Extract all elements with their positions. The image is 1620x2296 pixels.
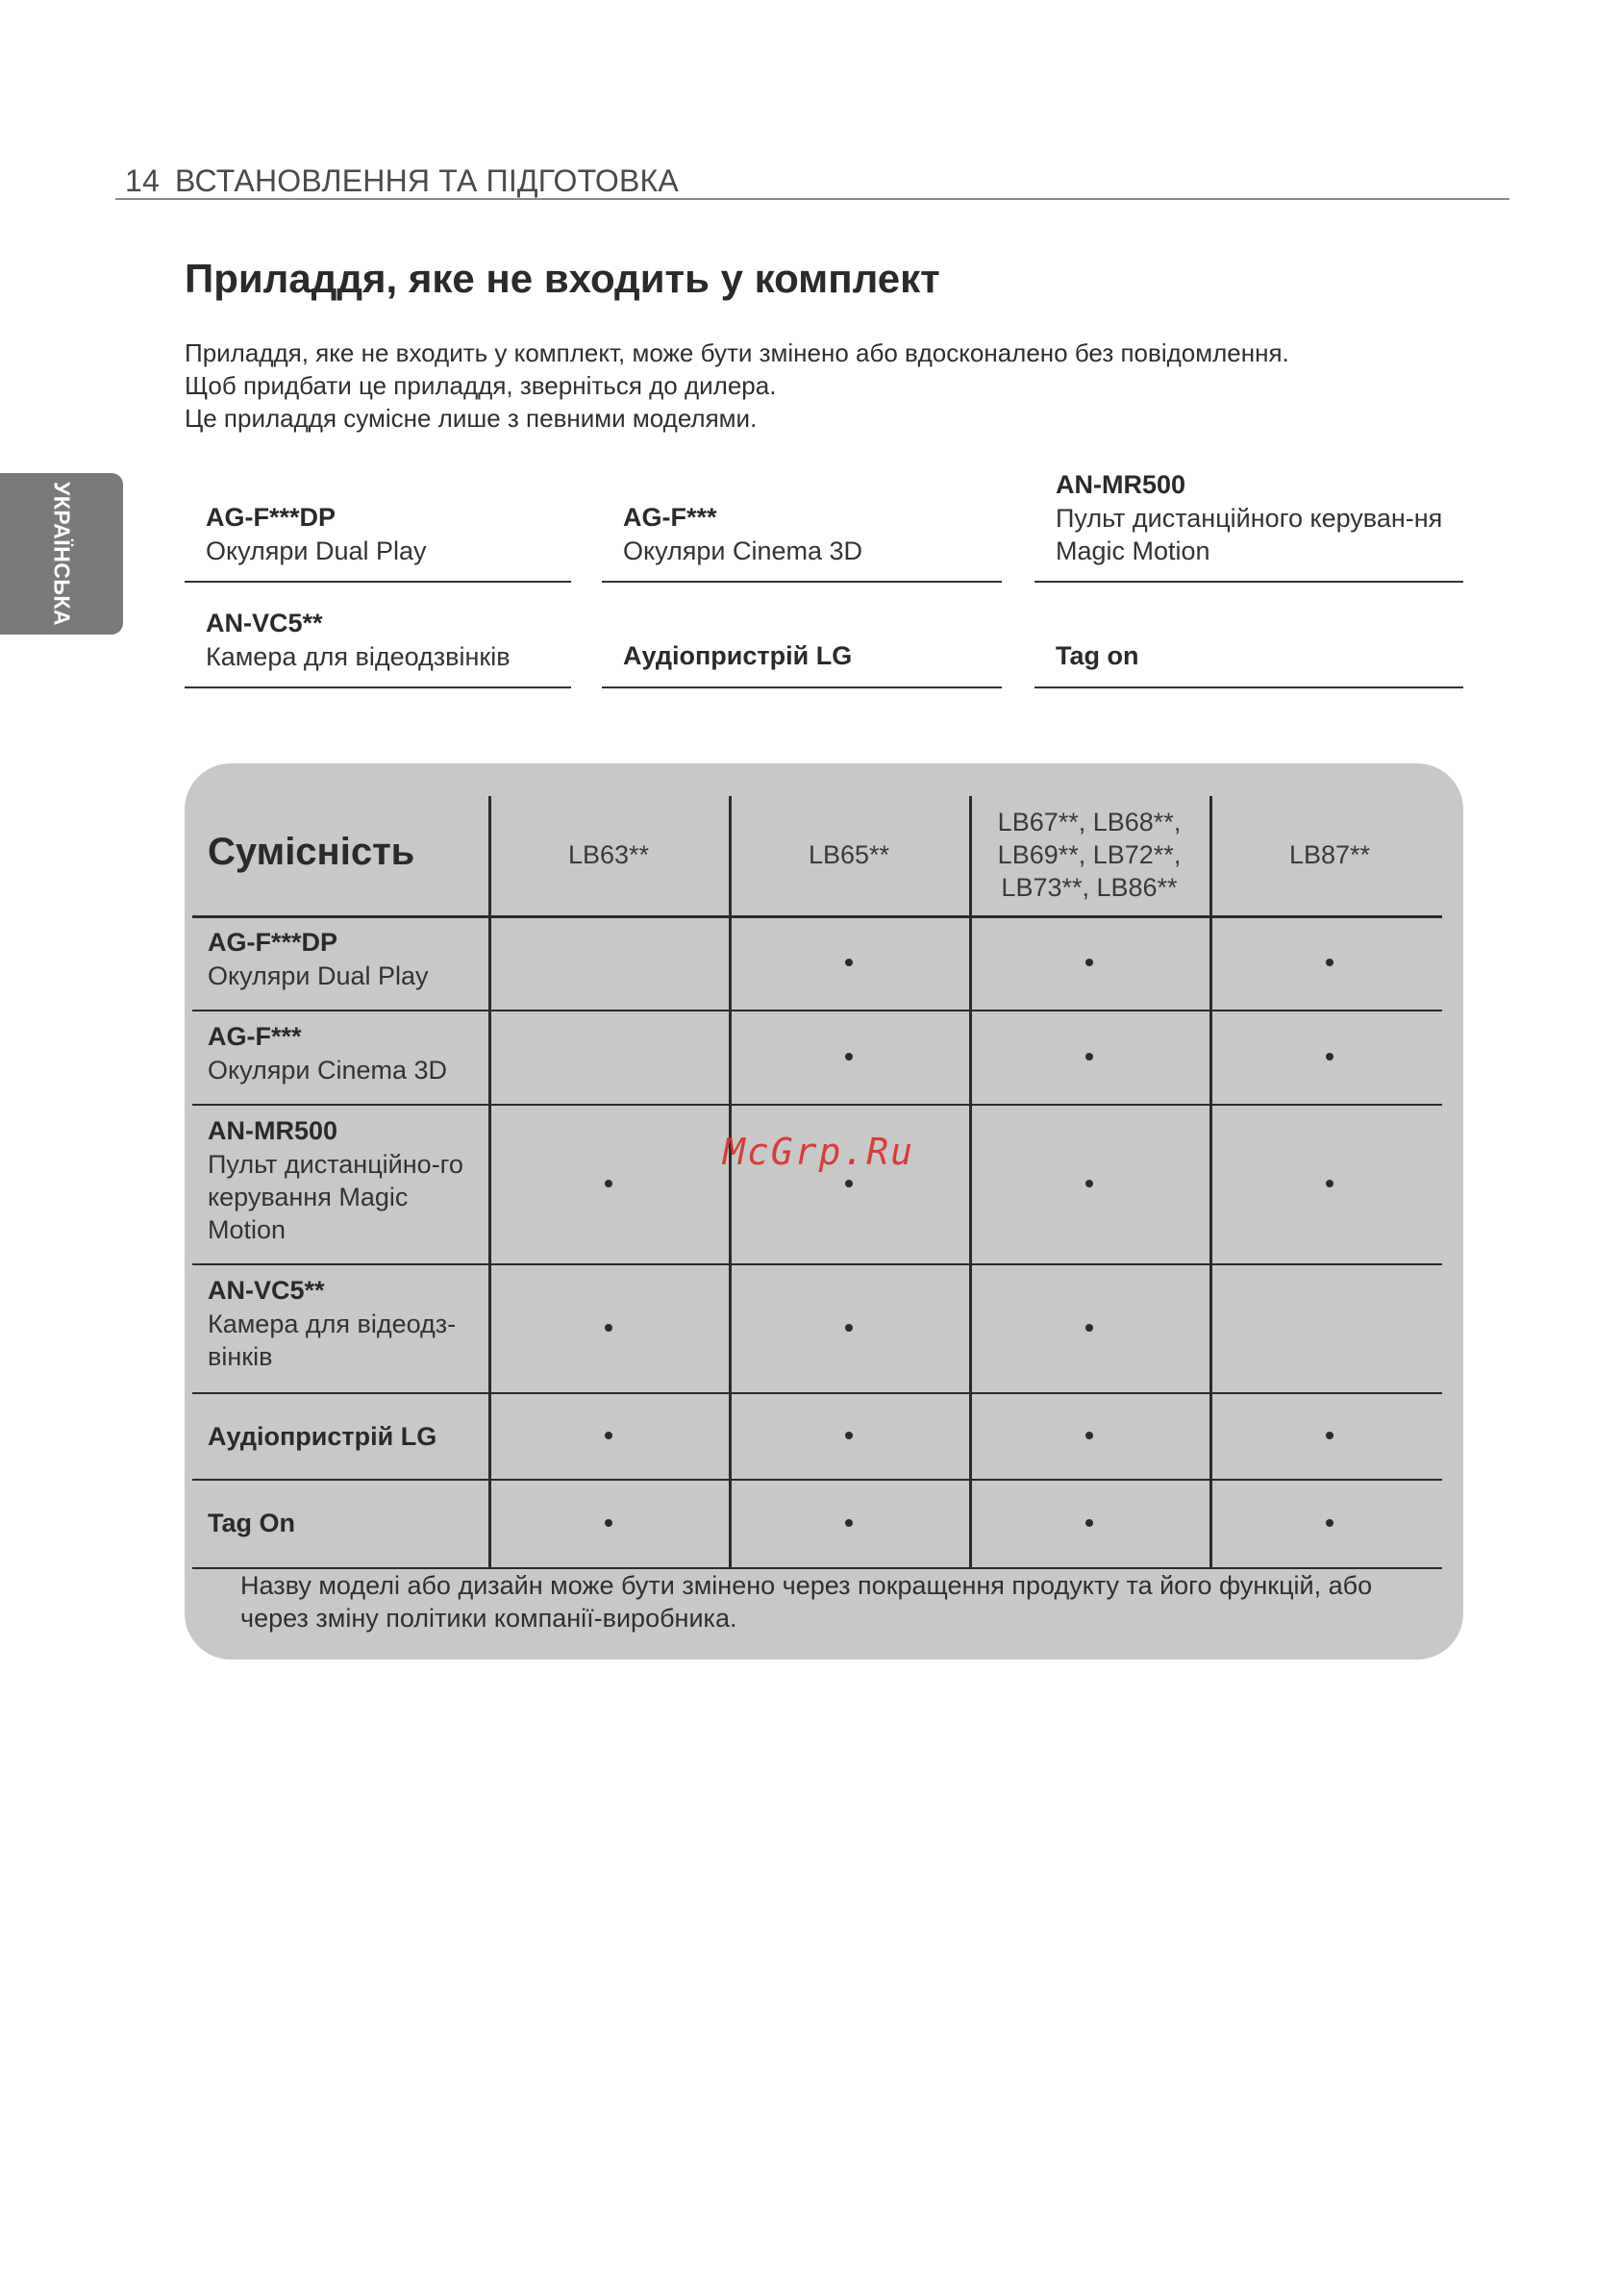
table-row-label <box>208 1019 467 1086</box>
language-side-tab <box>0 473 123 635</box>
compat-mark <box>845 1180 853 1187</box>
table-row-divider <box>192 1479 1442 1481</box>
page-number: 14 <box>125 163 160 198</box>
intro-line: Приладдя, яке не входить у комплект, може бути змінено або вдосконалено без повідомлення. <box>185 338 1289 367</box>
accessory-item <box>185 452 571 583</box>
table-row-divider <box>192 915 1442 918</box>
table-row-divider <box>192 1010 1442 1011</box>
compat-mark <box>845 1324 853 1332</box>
column-header: LB63** <box>567 840 650 869</box>
compat-mark <box>1085 1180 1093 1187</box>
compat-mark <box>1326 1180 1333 1187</box>
accessory-code: AN-VC5** <box>206 609 323 637</box>
row-desc: Камера для відеодз-вінків <box>208 1310 457 1371</box>
compat-mark <box>1326 1519 1333 1527</box>
compat-mark <box>1326 1053 1333 1061</box>
language-label: УКРАЇНСЬКА <box>49 481 75 627</box>
table-row-divider <box>192 1263 1442 1265</box>
compat-mark <box>1085 1432 1093 1439</box>
accessory-code: AN-MR500 <box>1056 470 1186 499</box>
compat-note <box>240 1569 1372 1635</box>
accessory-item <box>185 583 571 688</box>
row-code: AN-MR500 <box>208 1116 338 1145</box>
compat-mark <box>605 1180 612 1187</box>
table-column-divider <box>1209 796 1212 1567</box>
accessory-code: AG-F*** <box>623 503 717 532</box>
accessory-item <box>1034 452 1463 583</box>
table-row-label <box>208 1113 467 1246</box>
compat-mark <box>1085 1053 1093 1061</box>
compat-mark <box>1085 959 1093 966</box>
compatibility-table <box>185 763 1463 1660</box>
table-row-divider <box>192 1392 1442 1394</box>
compat-mark <box>845 1432 853 1439</box>
compat-mark <box>1326 1432 1333 1439</box>
table-row-label <box>208 1419 467 1454</box>
page-title: Приладдя, яке не входить у комплект <box>185 256 940 301</box>
accessory-desc: Окуляри Cinema 3D <box>623 537 863 565</box>
intro-line: Це приладдя сумісне лише з певними моделями. <box>185 404 758 433</box>
compat-mark <box>1326 959 1333 966</box>
table-column-divider <box>729 796 732 1567</box>
accessory-item <box>602 583 1002 688</box>
column-header: LB67**, LB68**, LB69**, LB72**, LB73**, LB86** <box>997 808 1182 902</box>
accessory-desc: Окуляри Dual Play <box>206 537 427 565</box>
accessory-item <box>602 452 1002 583</box>
row-code: AG-F***DP <box>208 928 338 957</box>
row-desc: Окуляри Dual Play <box>208 961 429 990</box>
row-desc: Окуляри Cinema 3D <box>208 1056 448 1085</box>
accessory-item <box>1034 583 1463 688</box>
compat-mark <box>605 1519 612 1527</box>
column-header: LB65** <box>808 840 890 869</box>
page-header <box>125 163 679 199</box>
note-line: Назву моделі або дизайн може бути змінено через покращення продукту та його функцій, або <box>240 1571 1373 1600</box>
row-code: AG-F*** <box>208 1022 302 1051</box>
accessory-code: Tag on <box>1056 641 1139 670</box>
row-code: Аудіопристрій LG <box>208 1422 437 1451</box>
table-row-label <box>208 1273 467 1373</box>
table-row-label <box>208 925 467 992</box>
compat-title: Сумісність <box>208 831 415 873</box>
accessory-desc: Пульт дистанційного керуван-ня Magic Motion <box>1056 504 1443 565</box>
table-row-label <box>208 1506 467 1540</box>
table-column-divider <box>488 796 491 1567</box>
compat-mark <box>605 1432 612 1439</box>
column-header: LB87** <box>1288 840 1371 869</box>
compat-mark <box>845 1053 853 1061</box>
accessory-desc: Камера для відеодзвінків <box>206 642 511 671</box>
table-row-divider <box>192 1104 1442 1106</box>
intro-line: Щоб придбати це приладдя, зверніться до дилера. <box>185 371 777 400</box>
compat-mark <box>845 959 853 966</box>
compat-mark <box>1085 1519 1093 1527</box>
row-code: Tag On <box>208 1509 295 1537</box>
intro-paragraph <box>185 337 1289 435</box>
accessory-code: Аудіопристрій LG <box>623 641 853 670</box>
row-desc: Пульт дистанційно-го керування Magic Motion <box>208 1150 463 1244</box>
compat-mark <box>605 1324 612 1332</box>
section-title: ВСТАНОВЛЕННЯ ТА ПІДГОТОВКА <box>175 163 679 198</box>
watermark: McGrp.Ru <box>723 1131 915 1173</box>
compat-mark <box>845 1519 853 1527</box>
note-line: через зміну політики компанії-виробника. <box>240 1604 737 1633</box>
compat-mark <box>1085 1324 1093 1332</box>
row-code: AN-VC5** <box>208 1276 325 1305</box>
table-column-divider <box>969 796 972 1567</box>
header-rule <box>115 198 1509 200</box>
accessory-code: AG-F***DP <box>206 503 336 532</box>
